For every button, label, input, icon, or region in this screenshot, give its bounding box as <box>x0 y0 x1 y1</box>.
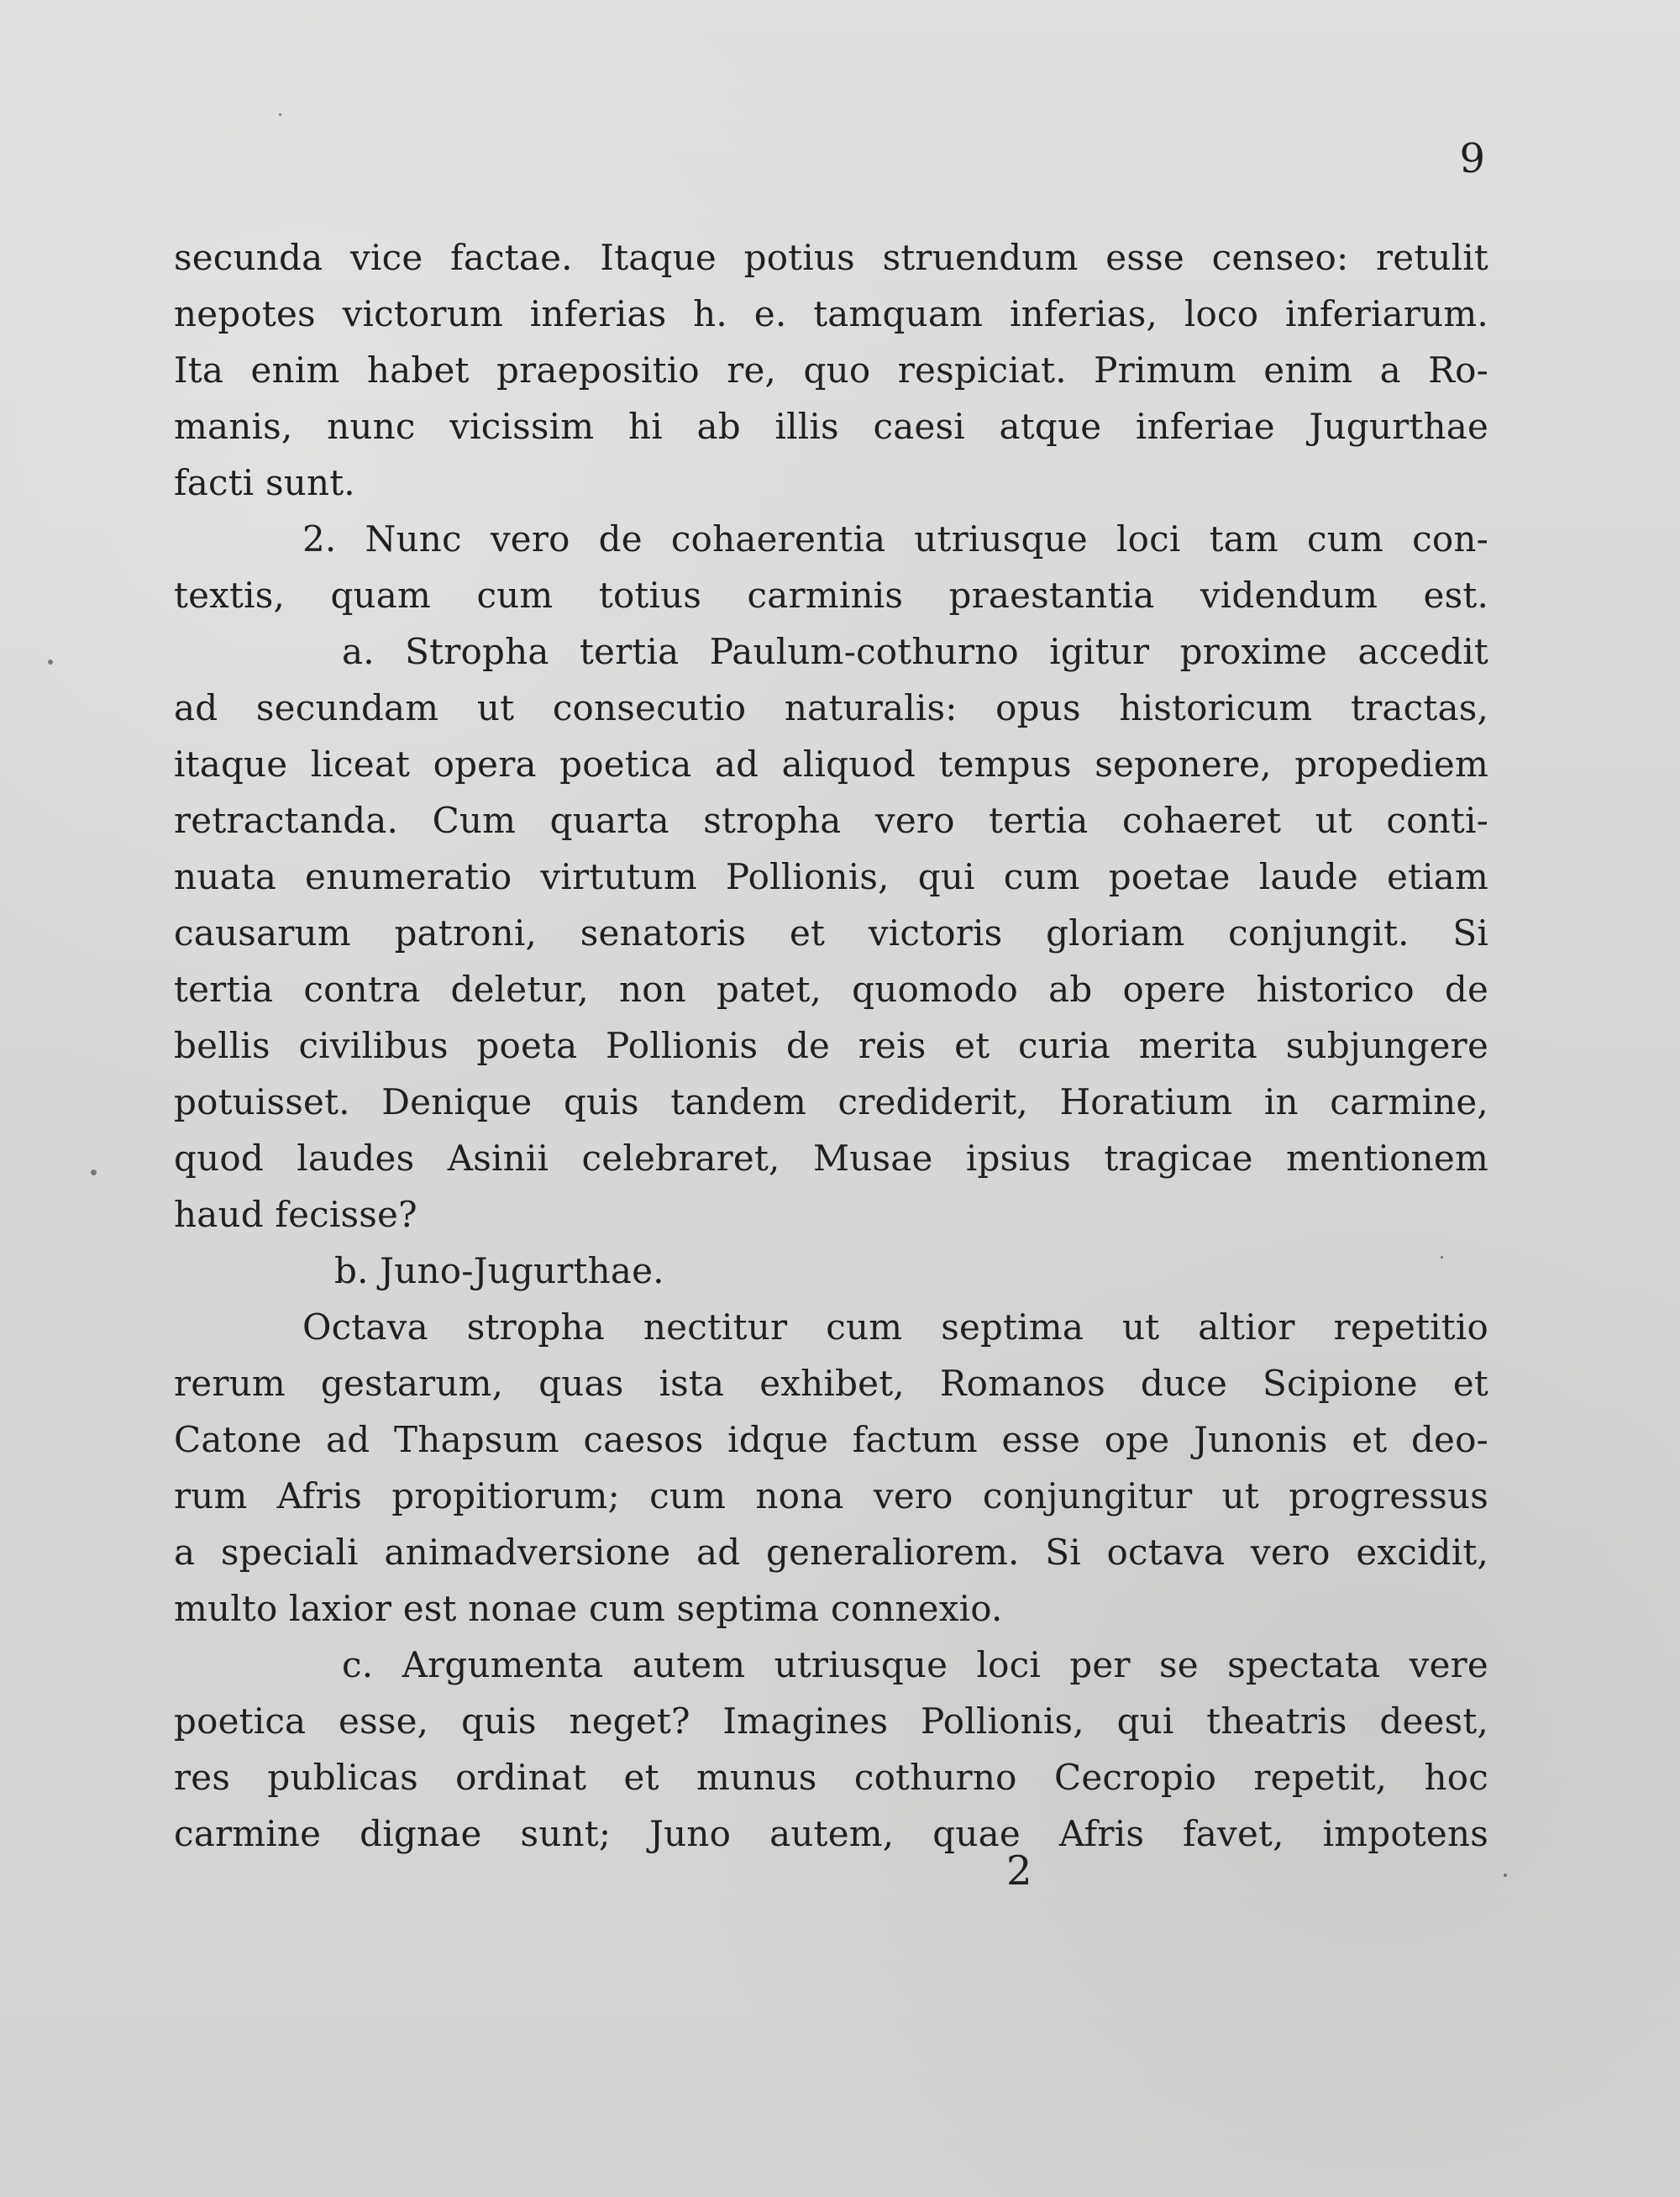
text-line: retractanda. Cum quarta stropha vero tertia cohaeret ut conti- <box>174 800 1488 841</box>
text-line: nepotes victorum inferias h. e. tamquam inferias, loco inferiarum. <box>174 293 1488 334</box>
text-line: a speciali animadversione ad generaliorem. Si octava vero excidit, <box>174 1532 1488 1573</box>
text-line: quod laudes Asinii celebraret, Musae ipsius tragicae mentionem <box>174 1138 1488 1179</box>
signature-mark: 2 <box>1006 1847 1032 1895</box>
text-line: rum Afris propitiorum; cum nona vero conjungitur ut progressus <box>174 1475 1488 1516</box>
page-number: 9 <box>1459 135 1485 182</box>
text-line: secunda vice factae. Itaque potius struendum esse censeo: retulit <box>174 237 1488 278</box>
paper-speck <box>1504 1874 1507 1877</box>
text-line: a. Stropha tertia Paulum-cothurno igitur proxime accedit <box>342 631 1488 672</box>
text-line: potuisset. Denique quis tandem crediderit, Horatium in carmine, <box>174 1081 1488 1122</box>
text-line: Ita enim habet praepositio re, quo respiciat. Primum enim a Ro- <box>174 350 1488 391</box>
section-heading: b. Juno-Jugurthae. <box>334 1250 664 1291</box>
text-line: carmine dignae sunt; Juno autem, quae Afris favet, impotens <box>174 1813 1488 1854</box>
text-line: Octava stropha nectitur cum septima ut altior repetitio <box>302 1306 1488 1348</box>
paper-speck <box>91 1169 97 1175</box>
text-line: bellis civilibus poeta Pollionis de reis et curia merita subjungere <box>174 1025 1488 1066</box>
text-line: c. Argumenta autem utriusque loci per se spectata vere <box>342 1644 1488 1685</box>
paper-speck <box>48 660 53 665</box>
text-line: rerum gestarum, quas ista exhibet, Romanos duce Scipione et <box>174 1363 1488 1404</box>
text-line: itaque liceat opera poetica ad aliquod tempus seponere, propediem <box>174 744 1488 785</box>
text-line: tertia contra deletur, non patet, quomodo ab opere historico de <box>174 969 1488 1010</box>
text-line: textis, quam cum totius carminis praestantia videndum est. <box>174 575 1488 616</box>
text-line: poetica esse, quis neget? Imagines Pollionis, qui theatris deest, <box>174 1700 1488 1742</box>
text-line: res publicas ordinat et munus cothurno Cecropio repetit, hoc <box>174 1757 1488 1798</box>
text-line: ad secundam ut consecutio naturalis: opus historicum tractas, <box>174 687 1488 728</box>
text-line: facti sunt. <box>174 462 355 503</box>
text-line: nuata enumeratio virtutum Pollionis, qui cum poetae laude etiam <box>174 856 1488 897</box>
text-line: causarum patroni, senatoris et victoris gloriam conjungit. Si <box>174 912 1488 954</box>
text-line: Catone ad Thapsum caesos idque factum esse ope Junonis et deo- <box>174 1419 1488 1460</box>
text-line: manis, nunc vicissim hi ab illis caesi atque inferiae Jugurthae <box>174 406 1488 447</box>
paper-speck <box>1441 1256 1443 1259</box>
text-line: 2. Nunc vero de cohaerentia utriusque loci tam cum con- <box>302 518 1488 560</box>
text-line: haud fecisse? <box>174 1194 417 1235</box>
text-line: multo laxior est nonae cum septima connexio. <box>174 1588 1003 1629</box>
paper-speck <box>279 113 281 116</box>
